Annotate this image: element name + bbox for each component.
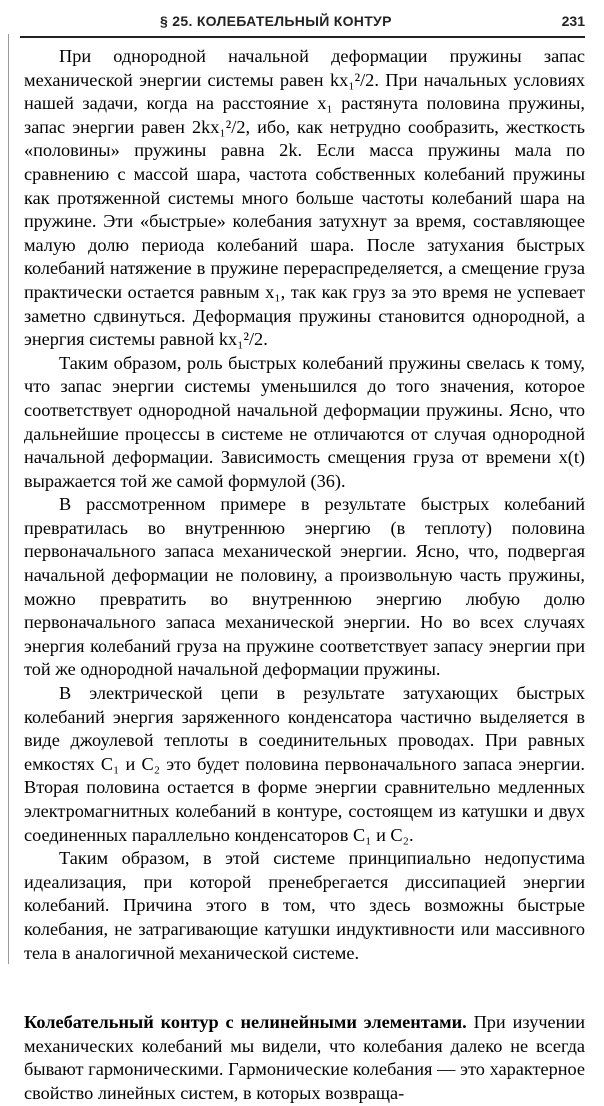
header-rule (20, 36, 585, 38)
margin-line (8, 34, 9, 964)
section-paragraph (24, 1011, 585, 1105)
body-text (24, 45, 585, 1106)
paragraph: Таким образом, в этой системе принципиально недопустима идеализация, при которой пренебрегается диссипацией энергии колебаний. Причина этого в том, что здесь возможны быстрые колебания, не затрагивающие катушки индуктивности или массивного тела в аналогичной механической системе. (24, 848, 585, 963)
page-number: 231 (561, 13, 585, 29)
paragraph: В электрической цепи в результате затухающих быстрых колебаний энергия заряженного конденсатора частично выделяется в виде джоулевой теплоты в соединительных проводах. При равных емкостях C₁ и C₂ это будет половина первоначального запаса энергии. Вторая половина остается в форме энергии сравнительно медленных электромагнитных колебаний в контуре, состоящем из катушки и двух соединенных параллельно конденсаторов C₁ и C₂. (24, 683, 585, 845)
section-text: При изучении механических колебаний мы видели, что колебания далеко не всегда бывают гармоническими. Гармонические колебания — это характерное свойство линейных систем, в которых возвраща- (24, 1012, 585, 1103)
paragraph: Таким образом, роль быстрых колебаний пружины свелась к тому, что запас энергии системы уменьшился до того значения, которое соответствует однородной начальной деформации пружины. Ясно, что дальнейшие процессы в системе не отличаются от случая однородной начальной деформации. Зависимость смещения груза от времени x(t) выражается той же самой формулой (36). (24, 352, 585, 491)
section-title: § 25. КОЛЕБАТЕЛЬНЫЙ КОНТУР (160, 13, 392, 29)
paragraph: В рассмотренном примере в результате быстрых колебаний превратилась во внутреннюю энергию (в теплоту) половина первоначального запаса механической энергии. Ясно, что, подвергая начальной деформации не половину, а произвольную часть пружины, можно превратить во внутреннюю энергию любую долю первоначального запаса механической энергии. Но во всех случаях энергия колебаний груза на пружине соответствует запасу энергии при той же однородной начальной деформации пружины. (24, 494, 585, 680)
running-header (20, 8, 585, 38)
section-heading: Колебательный контур с нелинейными элементами. (24, 1012, 467, 1033)
paragraph: При однородной начальной деформации пружины запас механической энергии системы равен kx₁²/2. При начальных условиях нашей задачи, когда на расстояние x₁ растянута половина пружины, запас энергии равен 2kx₁²/2, ибо, как нетрудно сообразить, жесткость «половины» пружины равна 2k. Если масса пружины мала по сравнению с массой шара, частота собственных колебаний пружины как протяженной системы много больше частоты колебаний шара на пружине. Эти «быстрые» колебания затухнут за время, составляющее малую долю периода колебаний шара. После затухания быстрых колебаний натяжение в пружине перераспределяется, а смещение груза практически остается равным x₁, так как груз за это время не успевает заметно сдвинуться. Деформация пружины становится однородной, а энергия системы равной kx₁²/2. (24, 46, 585, 350)
